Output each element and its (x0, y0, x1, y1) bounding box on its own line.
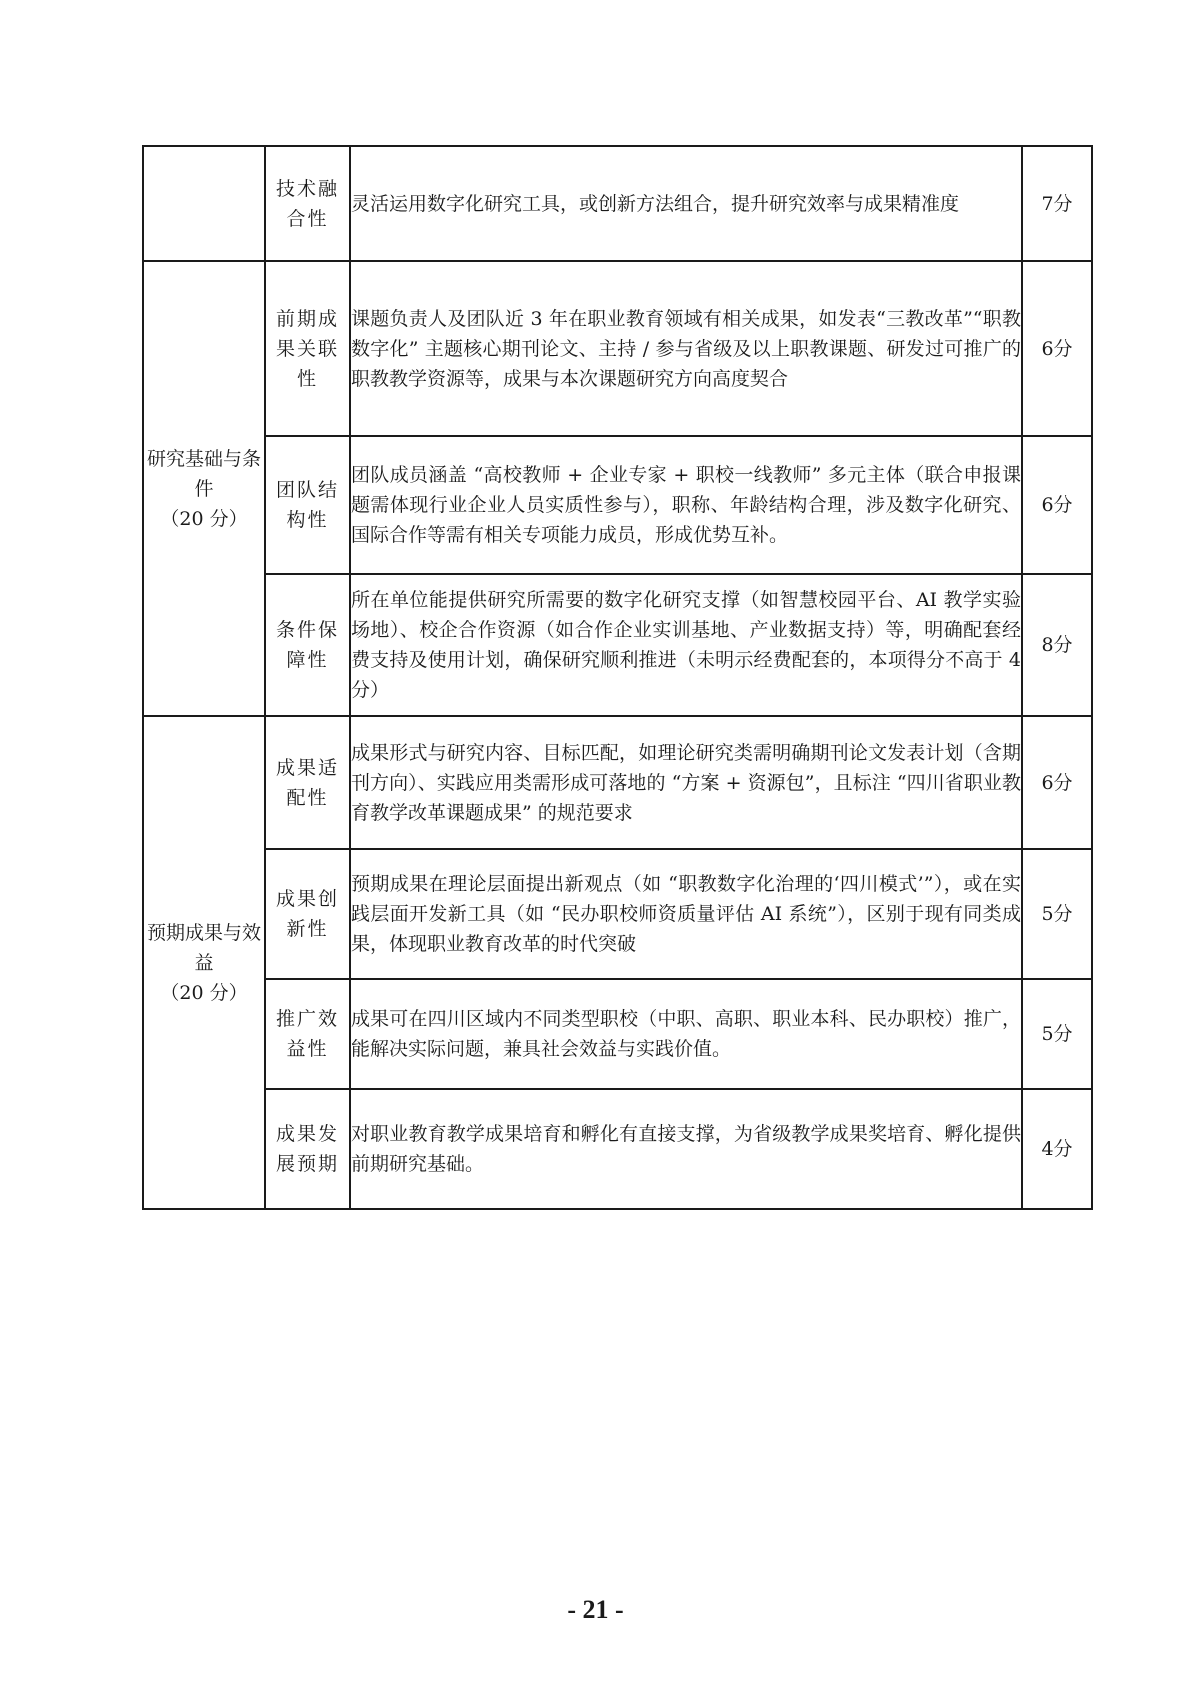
category-cell-empty (143, 146, 265, 261)
criterion-name: 成果发展预期 (265, 1089, 350, 1209)
criterion-score: 5分 (1022, 979, 1092, 1089)
category-name: 预期成果与效益 (146, 921, 261, 974)
table-row (143, 261, 1092, 436)
criterion-score: 7分 (1022, 146, 1092, 261)
criterion-description: 成果形式与研究内容、目标匹配，如理论研究类需明确期刊论文发表计划（含期刊方向）、实践应用类需形成可落地的 “方案 + 资源包”，且标注 “四川省职业教育教学改革课题成果” 的规范要求 (350, 716, 1022, 849)
page-number: - 21 - (567, 1595, 624, 1624)
criterion-description: 灵活运用数字化研究工具，或创新方法组合，提升研究效率与成果精准度 (350, 146, 1022, 261)
table-row (143, 1089, 1092, 1209)
category-cell (143, 261, 265, 716)
table-row (143, 979, 1092, 1089)
criterion-name: 条件保障性 (265, 574, 350, 716)
criterion-name: 团队结构性 (265, 436, 350, 574)
criterion-name: 前期成果关联性 (265, 261, 350, 436)
criterion-score: 6分 (1022, 716, 1092, 849)
table-row (143, 849, 1092, 979)
criterion-score: 8分 (1022, 574, 1092, 716)
category-score: （20 分） (160, 507, 248, 530)
category-cell (143, 716, 265, 1209)
table-row (143, 716, 1092, 849)
table-row (143, 146, 1092, 261)
criterion-description: 课题负责人及团队近 3 年在职业教育领域有相关成果，如发表“三教改革”“职教数字化” 主题核心期刊论文、主持 / 参与省级及以上职教课题、研发过可推广的职教教学资源等，成果与本次课题研究方向高度契合 (350, 261, 1022, 436)
criterion-score: 6分 (1022, 261, 1092, 436)
criterion-score: 4分 (1022, 1089, 1092, 1209)
criterion-name: 成果适配性 (265, 716, 350, 849)
criterion-score: 6分 (1022, 436, 1092, 574)
criterion-description: 对职业教育教学成果培育和孵化有直接支撑，为省级教学成果奖培育、孵化提供前期研究基础。 (350, 1089, 1022, 1209)
criterion-description: 团队成员涵盖 “高校教师 + 企业专家 + 职校一线教师” 多元主体（联合申报课题需体现行业企业人员实质性参与），职称、年龄结构合理，涉及数字化研究、国际合作等需有相关专项能力成员，形成优势互补。 (350, 436, 1022, 574)
table-row (143, 436, 1092, 574)
criterion-name: 推广效益性 (265, 979, 350, 1089)
criterion-name: 成果创新性 (265, 849, 350, 979)
category-name: 研究基础与条件 (146, 447, 261, 500)
category-score: （20 分） (160, 981, 248, 1004)
evaluation-rubric-table (142, 145, 1093, 1210)
table-row (143, 574, 1092, 716)
criterion-description: 所在单位能提供研究所需要的数字化研究支撑（如智慧校园平台、AI 教学实验场地）、校企合作资源（如合作企业实训基地、产业数据支持）等，明确配套经费支持及使用计划，确保研究顺利推进（未明示经费配套的，本项得分不高于 4 分） (350, 574, 1022, 716)
criterion-description: 成果可在四川区域内不同类型职校（中职、高职、职业本科、民办职校）推广，能解决实际问题，兼具社会效益与实践价值。 (350, 979, 1022, 1089)
criterion-score: 5分 (1022, 849, 1092, 979)
criterion-description: 预期成果在理论层面提出新观点（如 “职教数字化治理的‘四川模式’”），或在实践层面开发新工具（如 “民办职校师资质量评估 AI 系统”），区别于现有同类成果，体现职业教育改革的时代突破 (350, 849, 1022, 979)
criterion-name: 技术融合性 (265, 146, 350, 261)
